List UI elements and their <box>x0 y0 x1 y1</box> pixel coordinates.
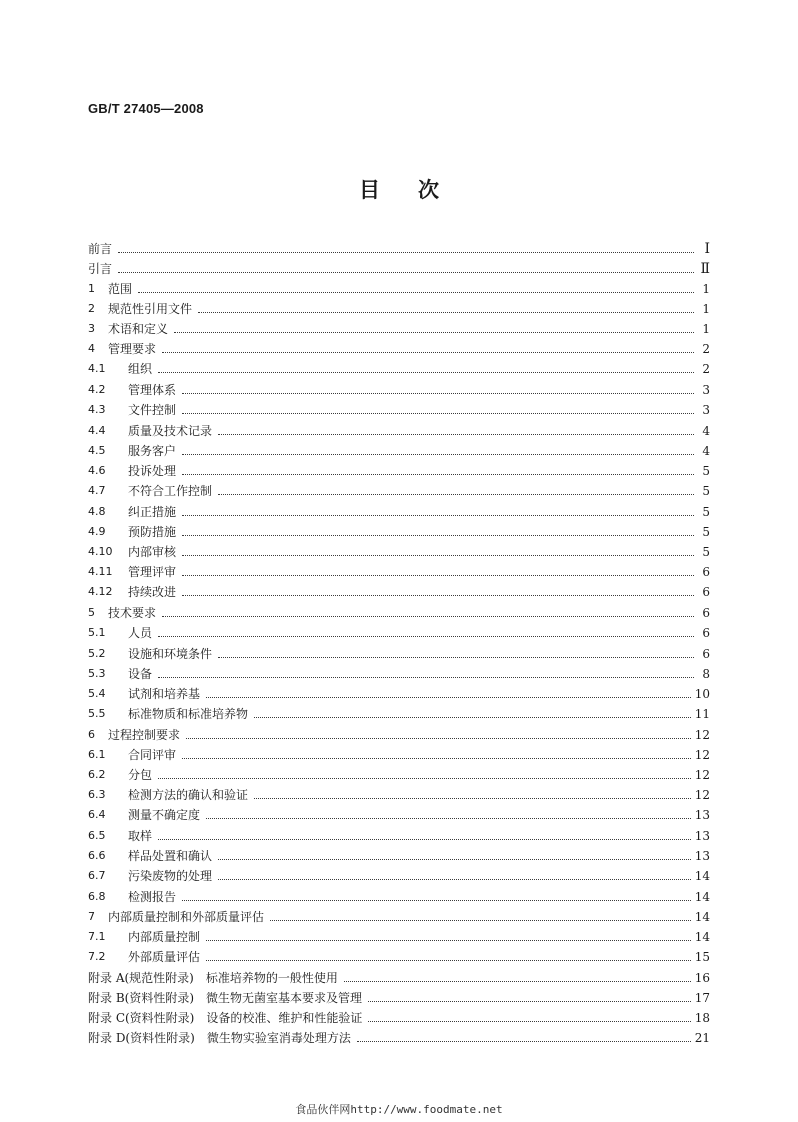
toc-entry-title: 检测方法的确认和验证 <box>128 788 249 802</box>
toc-dot-leader <box>254 716 691 718</box>
toc-entry[interactable] <box>88 863 710 883</box>
page-title: 目次 <box>359 178 477 202</box>
toc-entry-title: 微生物无菌室基本要求及管理 <box>206 991 363 1005</box>
toc-dot-leader <box>254 797 691 799</box>
toc-entry-page: 14 <box>694 910 710 924</box>
toc-entry[interactable] <box>88 519 710 539</box>
toc-entry-number: 4.8 <box>88 505 106 518</box>
toc-entry[interactable] <box>88 722 710 742</box>
toc-dot-leader <box>158 777 691 779</box>
toc-dot-leader <box>158 838 691 840</box>
toc-dot-leader <box>118 251 694 253</box>
toc-entry-title: 外部质量评估 <box>128 950 201 964</box>
toc-dot-leader <box>158 635 694 637</box>
toc-entry-title: 设备的校准、维护和性能验证 <box>206 1011 363 1025</box>
toc-entry-title: 前言 <box>88 242 113 256</box>
toc-entry[interactable] <box>88 904 710 924</box>
toc-entry[interactable] <box>88 336 710 356</box>
toc-entry[interactable] <box>88 762 710 782</box>
toc-dot-leader <box>182 594 694 596</box>
toc-entry[interactable] <box>88 1025 710 1045</box>
toc-entry[interactable] <box>88 276 710 296</box>
toc-entry-page: 2 <box>702 362 710 376</box>
toc-entry-page: 6 <box>702 647 710 661</box>
toc-dot-leader <box>182 453 694 455</box>
toc-entry-page: 17 <box>694 991 710 1005</box>
toc-dot-leader <box>270 919 691 921</box>
toc-entry[interactable] <box>88 418 710 438</box>
toc-entry[interactable] <box>88 782 710 802</box>
toc-entry-number: 5 <box>88 606 95 619</box>
toc-dot-leader <box>368 1020 690 1022</box>
toc-entry-page: 13 <box>694 808 710 822</box>
toc-entry[interactable] <box>88 316 710 336</box>
toc-entry-number: 7 <box>88 910 95 923</box>
toc-entry-number: 4.5 <box>88 444 106 457</box>
footer-watermark: 食品伙伴网http://www.foodmate.net <box>295 1103 503 1116</box>
toc-dot-leader <box>162 615 694 617</box>
toc-entry[interactable] <box>88 681 710 701</box>
toc-dot-leader <box>158 371 694 373</box>
toc-dot-leader <box>218 878 691 880</box>
toc-entry-number: 5.4 <box>88 687 106 700</box>
toc-entry-number: 6.5 <box>88 829 106 842</box>
toc-entry-number: 4.12 <box>88 585 113 598</box>
toc-entry[interactable] <box>88 499 710 519</box>
toc-entry-page: 4 <box>702 424 710 438</box>
toc-entry-title: 人员 <box>128 626 153 640</box>
toc-dot-leader <box>198 311 694 313</box>
toc-entry-title: 文件控制 <box>128 403 177 417</box>
toc-entry-number: 4.11 <box>88 565 113 578</box>
toc-dot-leader <box>206 939 691 941</box>
toc-entry-page: 12 <box>694 748 710 762</box>
toc-dot-leader <box>218 433 694 435</box>
toc-entry-number: 4.10 <box>88 545 113 558</box>
toc-entry[interactable] <box>88 579 710 599</box>
toc-entry-title: 试剂和培养基 <box>128 687 201 701</box>
toc-entry-number: 7.2 <box>88 950 106 963</box>
toc-entry-number: 4.2 <box>88 383 106 396</box>
toc-dot-leader <box>118 271 694 273</box>
toc-entry-page: 1 <box>702 282 710 296</box>
toc-entry-number: 6.4 <box>88 808 106 821</box>
toc-entry-title: 质量及技术记录 <box>128 424 213 438</box>
toc-entry-page: 5 <box>702 525 710 539</box>
toc-entry-page: 3 <box>702 403 710 417</box>
toc-entry[interactable] <box>88 661 710 681</box>
toc-entry-title: 合同评审 <box>128 748 177 762</box>
toc-entry-number: 6.3 <box>88 788 106 801</box>
toc-entry-page: 14 <box>694 869 710 883</box>
toc-dot-leader <box>182 392 694 394</box>
toc-dot-leader <box>182 757 691 759</box>
toc-entry-title: 管理要求 <box>108 342 157 356</box>
toc-dot-leader <box>182 514 694 516</box>
toc-entry[interactable] <box>88 236 710 256</box>
toc-entry-page: 12 <box>694 768 710 782</box>
toc-entry-page: 5 <box>702 545 710 559</box>
toc-dot-leader <box>182 534 694 536</box>
toc-entry-title: 服务客户 <box>128 444 177 458</box>
toc-entry[interactable] <box>88 377 710 397</box>
toc-entry[interactable] <box>88 944 710 964</box>
toc-entry-number: 6.2 <box>88 768 106 781</box>
toc-dot-leader <box>206 959 691 961</box>
toc-entry-page: 8 <box>702 667 710 681</box>
toc-dot-leader <box>186 737 691 739</box>
toc-entry-number: 1 <box>88 282 95 295</box>
toc-entry-number: 3 <box>88 322 95 335</box>
toc-entry-page: 12 <box>694 788 710 802</box>
toc-dot-leader <box>174 331 694 333</box>
toc-entry-page: 10 <box>694 687 710 701</box>
toc-entry[interactable] <box>88 823 710 843</box>
toc-entry-title: 样品处置和确认 <box>128 849 213 863</box>
toc-entry-number: 6.1 <box>88 748 106 761</box>
toc-entry-number: 附录 A(规范性附录) <box>88 971 194 985</box>
toc-entry-title: 设备 <box>128 667 153 681</box>
toc-dot-leader <box>182 412 694 414</box>
toc-entry-page: 5 <box>702 464 710 478</box>
toc-entry[interactable] <box>88 843 710 863</box>
toc-entry[interactable] <box>88 620 710 640</box>
toc-entry[interactable] <box>88 924 710 944</box>
toc-dot-leader <box>206 817 691 819</box>
toc-entry-title: 检测报告 <box>128 890 177 904</box>
toc-entry-page: 6 <box>702 585 710 599</box>
toc-entry[interactable] <box>88 438 710 458</box>
toc-entry[interactable] <box>88 539 710 559</box>
toc-entry-page: 14 <box>694 930 710 944</box>
toc-entry-title: 测量不确定度 <box>128 808 201 822</box>
standard-number: GB/T 27405—2008 <box>88 101 204 116</box>
toc-entry-page: 1 <box>702 322 710 336</box>
toc-entry[interactable] <box>88 559 710 579</box>
toc-entry-number: 附录 D(资料性附录) <box>88 1031 195 1045</box>
toc-entry-number: 4.3 <box>88 403 106 416</box>
toc-entry-page: 11 <box>694 707 710 721</box>
toc-entry-title: 纠正措施 <box>128 505 177 519</box>
toc-entry-page: 14 <box>694 890 710 904</box>
toc-entry-number: 6 <box>88 728 95 741</box>
toc-entry-number: 2 <box>88 302 95 315</box>
toc-entry-title: 组织 <box>128 362 153 376</box>
toc-dot-leader <box>218 656 694 658</box>
toc-entry-number: 5.3 <box>88 667 106 680</box>
toc-entry-number: 6.6 <box>88 849 106 862</box>
toc-dot-leader <box>344 980 691 982</box>
toc-entry-title: 技术要求 <box>108 606 157 620</box>
toc-entry[interactable] <box>88 1005 710 1025</box>
toc-dot-leader <box>182 574 694 576</box>
toc-entry-title: 管理评审 <box>128 565 177 579</box>
toc-entry-number: 5.2 <box>88 647 106 660</box>
toc-entry[interactable] <box>88 742 710 762</box>
toc-entry-number: 6.7 <box>88 869 106 882</box>
toc-entry-title: 范围 <box>108 282 133 296</box>
toc-entry[interactable] <box>88 802 710 822</box>
toc-entry-number: 4.6 <box>88 464 106 477</box>
toc-entry-title: 投诉处理 <box>128 464 177 478</box>
toc-dot-leader <box>206 696 691 698</box>
toc-entry-page: 6 <box>702 565 710 579</box>
toc-entry-page: 6 <box>702 626 710 640</box>
toc-entry-title: 引言 <box>88 262 113 276</box>
toc-entry-title: 分包 <box>128 768 153 782</box>
toc-entry-page: 1 <box>702 302 710 316</box>
toc-entry-number: 4.4 <box>88 424 106 437</box>
toc-entry-page: 13 <box>694 849 710 863</box>
toc-entry[interactable] <box>88 985 710 1005</box>
toc-entry-title: 取样 <box>128 829 153 843</box>
toc-entry[interactable] <box>88 397 710 417</box>
toc-dot-leader <box>162 351 694 353</box>
toc-entry-title: 术语和定义 <box>108 322 169 336</box>
toc-entry-page: 2 <box>702 342 710 356</box>
toc-entry[interactable] <box>88 884 710 904</box>
toc-entry[interactable] <box>88 641 710 661</box>
toc-entry[interactable] <box>88 965 710 985</box>
toc-entry[interactable] <box>88 600 710 620</box>
toc-entry[interactable] <box>88 458 710 478</box>
toc-dot-leader <box>182 554 694 556</box>
toc-entry-title: 持续改进 <box>128 585 177 599</box>
toc-dot-leader <box>158 676 694 678</box>
toc-entry-number: 5.1 <box>88 626 106 639</box>
toc-entry[interactable] <box>88 478 710 498</box>
toc-entry-page: 5 <box>702 505 710 519</box>
toc-entry-number: 6.8 <box>88 890 106 903</box>
toc-entry-title: 微生物实验室消毒处理方法 <box>206 1031 351 1045</box>
toc-entry-title: 预防措施 <box>128 525 177 539</box>
toc-entry-title: 规范性引用文件 <box>108 302 193 316</box>
toc-entry-page: Ⅰ <box>704 241 710 257</box>
toc-entry-page: 5 <box>702 484 710 498</box>
toc-dot-leader <box>368 1000 691 1002</box>
toc-dot-leader <box>218 493 694 495</box>
toc-entry-title: 管理体系 <box>128 383 177 397</box>
toc-entry-page: 13 <box>694 829 710 843</box>
toc-dot-leader <box>218 858 691 860</box>
toc-entry-title: 内部审核 <box>128 545 177 559</box>
toc-entry-page: 18 <box>694 1011 710 1025</box>
toc-entry-title: 污染废物的处理 <box>128 869 213 883</box>
toc-entry-number: 4.1 <box>88 362 106 375</box>
toc-entry-page: Ⅱ <box>700 261 710 277</box>
toc-entry-number: 4.9 <box>88 525 106 538</box>
toc-entry-page: 4 <box>702 444 710 458</box>
toc-entry-title: 内部质量控制 <box>128 930 201 944</box>
toc-entry-page: 16 <box>694 971 710 985</box>
toc-entry-number: 7.1 <box>88 930 106 943</box>
toc-entry-title: 设施和环境条件 <box>128 647 213 661</box>
toc-entry-number: 附录 C(资料性附录) <box>88 1011 195 1025</box>
toc-entry-page: 21 <box>694 1031 710 1045</box>
toc-entry-page: 12 <box>694 728 710 742</box>
toc-entry-number: 5.5 <box>88 707 106 720</box>
toc-dot-leader <box>182 899 691 901</box>
toc-dot-leader <box>357 1040 691 1042</box>
toc-entry-number: 4 <box>88 342 95 355</box>
toc-entry-title: 内部质量控制和外部质量评估 <box>108 910 265 924</box>
toc-entry[interactable] <box>88 356 710 376</box>
toc-entry-page: 3 <box>702 383 710 397</box>
toc-entry-number: 4.7 <box>88 484 106 497</box>
toc-dot-leader <box>182 473 694 475</box>
toc-entry-page: 6 <box>702 606 710 620</box>
toc-entry-title: 不符合工作控制 <box>128 484 213 498</box>
toc-entry-number: 附录 B(资料性附录) <box>88 991 194 1005</box>
toc-entry[interactable] <box>88 296 710 316</box>
toc-entry-page: 15 <box>694 950 710 964</box>
toc-entry-title: 标准培养物的一般性使用 <box>205 971 338 985</box>
toc-entry-title: 标准物质和标准培养物 <box>128 707 249 721</box>
toc-dot-leader <box>138 291 694 293</box>
toc-entry[interactable] <box>88 701 710 721</box>
toc-entry[interactable] <box>88 256 710 276</box>
toc-entry-title: 过程控制要求 <box>108 728 181 742</box>
